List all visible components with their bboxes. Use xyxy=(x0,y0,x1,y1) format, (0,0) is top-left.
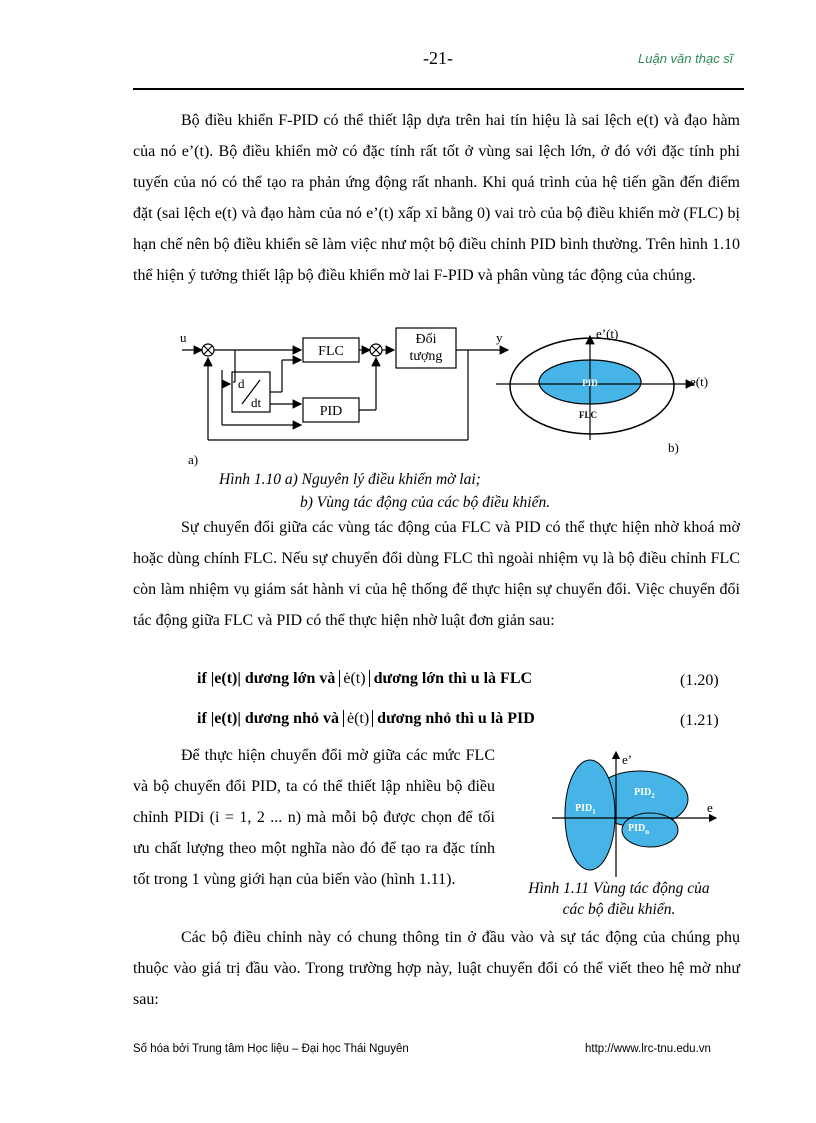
region-axis-y: e’(t) xyxy=(596,326,619,341)
paragraph-3: Để thực hiện chuyển đổi mờ giữa các mức FLC và bộ chuyển đổi PID, ta có thể thiết lập nhiều bộ điều chỉnh PIDi (i = 1, 2 ... n) mà mỗi bộ được chọn để tối ưu chất lượng theo một nghĩa nào đó để tạo ra đặc tính tốt trong 1 vùng giới hạn của biến vào (hình 1.11). xyxy=(133,747,495,888)
equation-1-21 xyxy=(197,710,535,728)
flc-label: FLC xyxy=(318,344,344,359)
fig11-axis-y: e’ xyxy=(622,752,633,767)
block-diagram xyxy=(182,328,508,440)
figure-a-label: a) xyxy=(188,452,199,467)
figure-1-11 xyxy=(520,742,720,882)
footer-source: Số hóa bởi Trung tâm Học liệu – Đại học Thái Nguyên xyxy=(133,1043,409,1055)
plant-label-1: Đối xyxy=(415,332,437,347)
equation-1-21-pre: if |e(t)| dương nhỏ và xyxy=(197,710,339,727)
pid-label: PID xyxy=(319,404,343,419)
region-flc-label: FLC xyxy=(579,410,597,420)
footer-url[interactable]: http://www.lrc-tnu.edu.vn xyxy=(585,1043,711,1055)
pidn-sub: n xyxy=(645,828,650,836)
equation-1-20-derivative: ė(t) xyxy=(339,670,369,687)
paragraph-2: Sự chuyển đổi giữa các vùng tác động của FLC và PID có thể thực hiện nhờ khoá mờ hoặc dùng chính FLC. Nếu sự chuyển đổi dùng FLC thì ngoài nhiệm vụ là bộ điều chỉnh FLC còn làm nhiệm vụ giám sát hành vi của hệ thống để thực hiện sự chuyển đổi. Việc chuyển đổi tác động giữa FLC và PID có thể thực hiện nhờ luật đơn giản sau: xyxy=(133,519,740,629)
pid1-label: PID xyxy=(575,803,593,814)
region-pid-label: PID xyxy=(582,378,598,388)
figure-1-10-caption-a: Hình 1.10 a) Nguyên lý điều khiển mờ lai; xyxy=(219,471,481,488)
input-label: u xyxy=(180,330,187,345)
output-label: y xyxy=(496,330,503,345)
derivative-denominator: dt xyxy=(251,395,262,410)
fig11-axis-x: e xyxy=(707,800,713,815)
header-title: Luận văn thạc sĩ xyxy=(638,51,733,66)
figure-1-10 xyxy=(170,322,740,472)
paragraph-4: Các bộ điều chỉnh này có chung thông tin ở đầu vào và sự tác động của chúng phụ thuộc vào giá trị đầu vào. Trong trường hợp này, luật chuyển đổi có thể viết theo hệ mờ như sau: xyxy=(133,929,740,1008)
equation-1-21-derivative: ė(t) xyxy=(343,710,373,727)
pidn-label: PID xyxy=(628,823,646,834)
page-number: -21- xyxy=(423,48,453,68)
figure-1-10-caption-b: b) Vùng tác động của các bộ điều khiển. xyxy=(300,494,551,511)
paragraph-1: Bộ điều khiển F-PID có thể thiết lập dựa trên hai tín hiệu là sai lệch e(t) và đạo hàm của nó e’(t). Bộ điều khiển mờ có đặc tính rất tốt ở vùng sai lệch lớn, ở đó với đặc tính phi tuyến của nó có thể tạo ra phản ứng động rất nhanh. Khi quá trình của hệ tiến gần đến điểm đặt (sai lệch e(t) và đạo hàm của nó e’(t) xấp xỉ bằng 0) vai trò của bộ điều khiển mờ (FLC) bị hạn chế nên bộ điều khiển sẽ làm việc như một bộ điều chỉnh PID bình thường. Trên hình 1.10 thể hiện ý tưởng thiết lập bộ điều khiển mờ lai F-PID và phân vùng tác động của chúng. xyxy=(133,112,740,284)
equation-1-20-pre: if |e(t)| dương lớn và xyxy=(197,670,336,687)
figure-1-11-caption: Hình 1.11 Vùng tác động của các bộ điều khiển. xyxy=(528,880,710,918)
pid2-label: PID xyxy=(634,787,652,798)
pid1-region xyxy=(565,760,615,870)
region-diagram xyxy=(496,336,694,440)
equation-1-20-number: (1.20) xyxy=(680,672,719,689)
equation-1-20-post: dương lớn thì u là FLC xyxy=(373,670,533,687)
header-rule xyxy=(133,88,744,90)
pid1-sub: 1 xyxy=(592,808,596,816)
pid2-sub: 2 xyxy=(651,792,655,800)
equation-1-21-number: (1.21) xyxy=(680,712,719,729)
figure-b-label: b) xyxy=(668,440,679,455)
plant-label-2: tượng xyxy=(409,349,443,364)
equation-1-20 xyxy=(197,670,532,688)
region-axis-x: e(t) xyxy=(690,374,709,389)
derivative-numerator: d xyxy=(238,376,245,391)
equation-1-21-post: dương nhỏ thì u là PID xyxy=(377,710,535,727)
